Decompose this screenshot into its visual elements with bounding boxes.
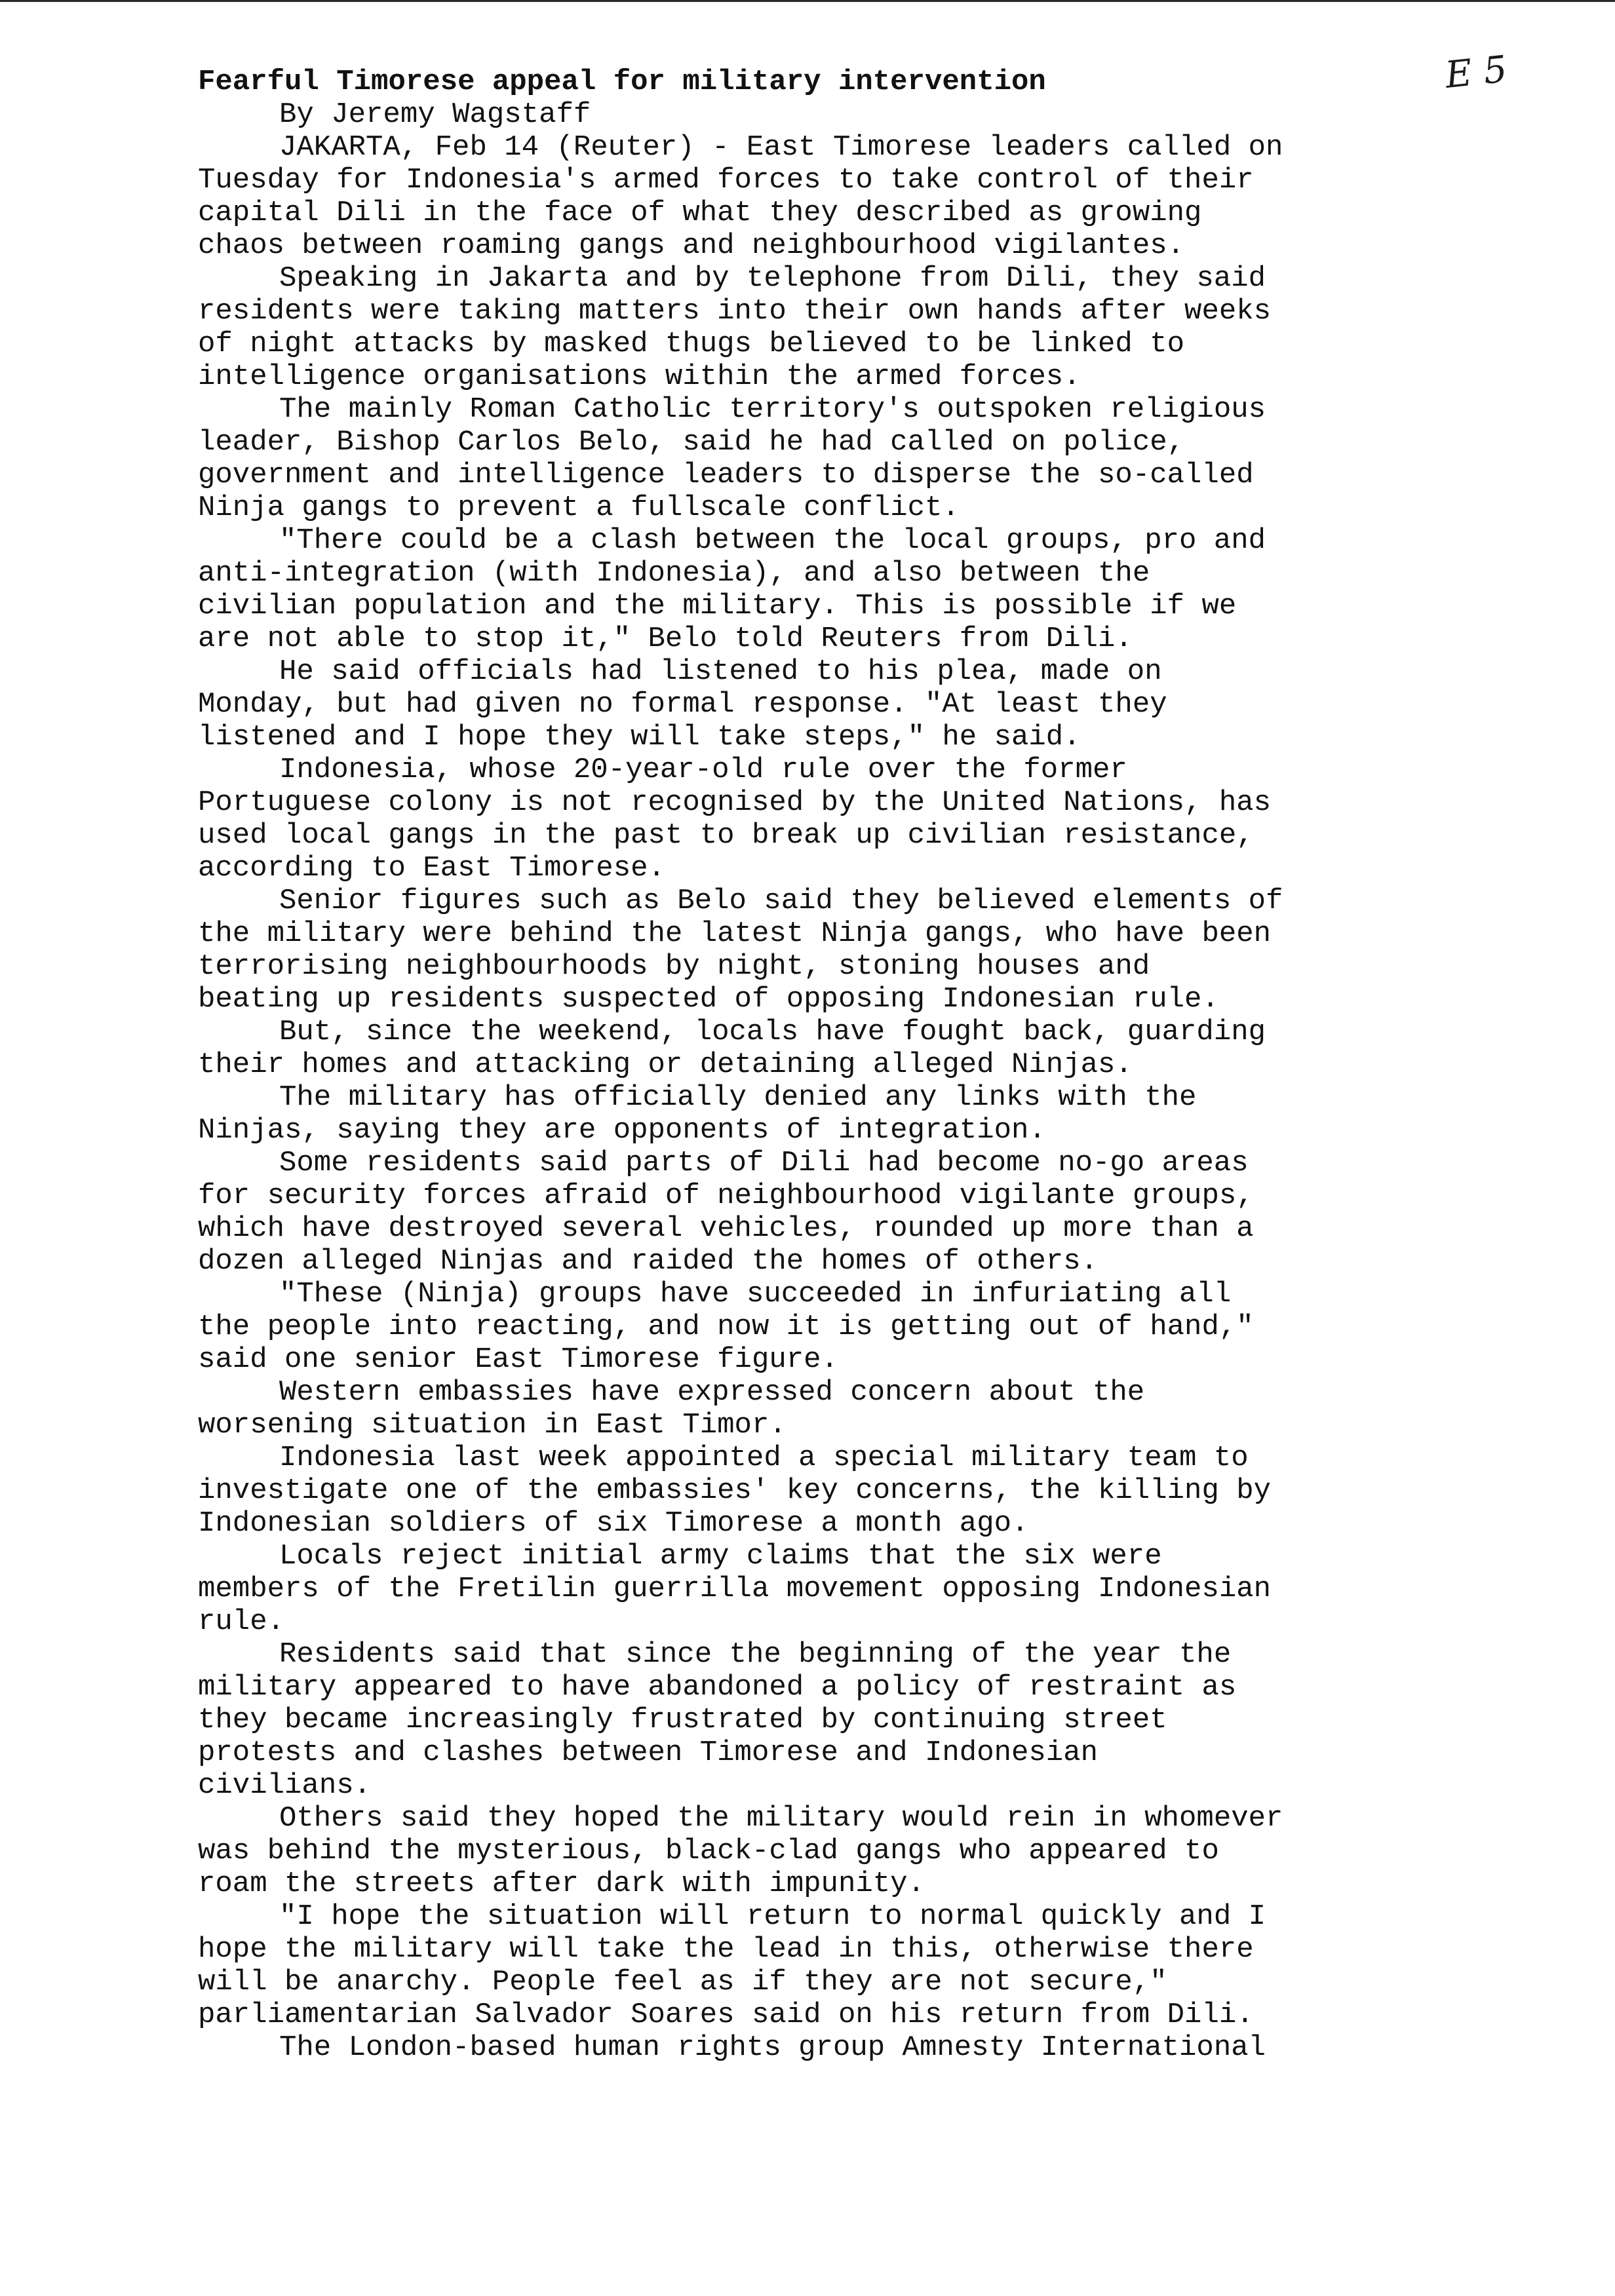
text-line: Indonesian soldiers of six Timorese a month ago. [198, 1507, 1029, 1540]
text-line: said one senior East Timorese figure. [198, 1343, 838, 1376]
text-line: used local gangs in the past to break up civilian resistance, [198, 819, 1254, 852]
text-line: Ninja gangs to prevent a fullscale conflict. [198, 491, 960, 524]
text-line: the military were behind the latest Ninja gangs, who have been [198, 917, 1272, 950]
text-line: according to East Timorese. [198, 852, 665, 885]
text-line: The military has officially denied any links with the [279, 1081, 1197, 1114]
text-line: "These (Ninja) groups have succeeded in infuriating all [279, 1278, 1232, 1311]
text-line: JAKARTA, Feb 14 (Reuter) - East Timorese leaders called on [279, 131, 1283, 164]
text-line: protests and clashes between Timorese and Indonesian [198, 1736, 1099, 1769]
text-line: But, since the weekend, locals have fought back, guarding [279, 1016, 1266, 1048]
document-page [198, 66, 1443, 2064]
text-line: was behind the mysterious, black-clad gangs who appeared to [198, 1835, 1219, 1867]
text-line: for security forces afraid of neighbourhood vigilante groups, [198, 1179, 1254, 1212]
byline: By Jeremy Wagstaff [279, 98, 591, 131]
text-line: civilians. [198, 1769, 372, 1802]
text-line: chaos between roaming gangs and neighbourhood vigilantes. [198, 229, 1185, 262]
text-line: He said officials had listened to his plea, made on [279, 655, 1162, 688]
text-line: "I hope the situation will return to normal quickly and I [279, 1900, 1266, 1933]
text-line: leader, Bishop Carlos Belo, said he had called on police, [198, 426, 1185, 459]
text-line: civilian population and the military. This is possible if we [198, 590, 1237, 622]
text-line: Locals reject initial army claims that the six were [279, 1540, 1162, 1573]
text-line: worsening situation in East Timor. [198, 1409, 787, 1442]
text-line: Monday, but had given no formal response. "At least they [198, 688, 1167, 721]
text-line: Ninjas, saying they are opponents of integration. [198, 1114, 1046, 1147]
text-line: anti-integration (with Indonesia), and also between the [198, 557, 1150, 590]
article-body [198, 131, 1443, 2064]
text-line: Some residents said parts of Dili had become no-go areas [279, 1147, 1249, 1179]
text-line: Senior figures such as Belo said they believed elements of [279, 885, 1283, 917]
text-line: Western embassies have expressed concern about the [279, 1376, 1145, 1409]
text-line: terrorising neighbourhoods by night, stoning houses and [198, 950, 1150, 983]
text-line: roam the streets after dark with impunity. [198, 1867, 925, 1900]
text-line: Residents said that since the beginning of the year the [279, 1638, 1232, 1671]
text-line: investigate one of the embassies' key concerns, the killing by [198, 1474, 1272, 1507]
text-line: Speaking in Jakarta and by telephone from Dili, they said [279, 262, 1266, 295]
text-line: intelligence organisations within the armed forces. [198, 360, 1081, 393]
text-line: they became increasingly frustrated by continuing street [198, 1704, 1167, 1736]
text-line: The London-based human rights group Amnesty International [279, 2031, 1266, 2064]
text-line: are not able to stop it," Belo told Reuters from Dili. [198, 622, 1133, 655]
text-line: hope the military will take the lead in this, otherwise there [198, 1933, 1254, 1966]
text-line: of night attacks by masked thugs believed to be linked to [198, 328, 1185, 360]
text-line: The mainly Roman Catholic territory's outspoken religious [279, 393, 1266, 426]
text-line: will be anarchy. People feel as if they are not secure," [198, 1966, 1167, 1999]
text-line: which have destroyed several vehicles, rounded up more than a [198, 1212, 1254, 1245]
text-line: Tuesday for Indonesia's armed forces to take control of their [198, 164, 1254, 197]
text-line: parliamentarian Salvador Soares said on his return from Dili. [198, 1999, 1254, 2031]
text-line: Indonesia last week appointed a special military team to [279, 1442, 1249, 1474]
text-line: their homes and attacking or detaining alleged Ninjas. [198, 1048, 1133, 1081]
text-line: capital Dili in the face of what they described as growing [198, 197, 1202, 229]
text-line: listened and I hope they will take steps," he said. [198, 721, 1081, 754]
text-line: residents were taking matters into their own hands after weeks [198, 295, 1272, 328]
text-line: dozen alleged Ninjas and raided the homes of others. [198, 1245, 1099, 1278]
text-line: members of the Fretilin guerrilla movement opposing Indonesian [198, 1573, 1272, 1605]
text-line: Portuguese colony is not recognised by the United Nations, has [198, 786, 1272, 819]
text-line: rule. [198, 1605, 285, 1638]
text-line: Others said they hoped the military would rein in whomever [279, 1802, 1283, 1835]
text-line: "There could be a clash between the local groups, pro and [279, 524, 1266, 557]
text-line: the people into reacting, and now it is getting out of hand," [198, 1311, 1254, 1343]
handwritten-page-mark: E 5 [1443, 48, 1509, 97]
text-line: beating up residents suspected of opposing Indonesian rule. [198, 983, 1219, 1016]
headline: Fearful Timorese appeal for military intervention [198, 66, 1046, 98]
text-line: military appeared to have abandoned a policy of restraint as [198, 1671, 1237, 1704]
text-line: government and intelligence leaders to disperse the so-called [198, 459, 1254, 491]
scan-top-edge [0, 0, 1615, 2]
text-line: Indonesia, whose 20-year-old rule over the former [279, 754, 1127, 786]
